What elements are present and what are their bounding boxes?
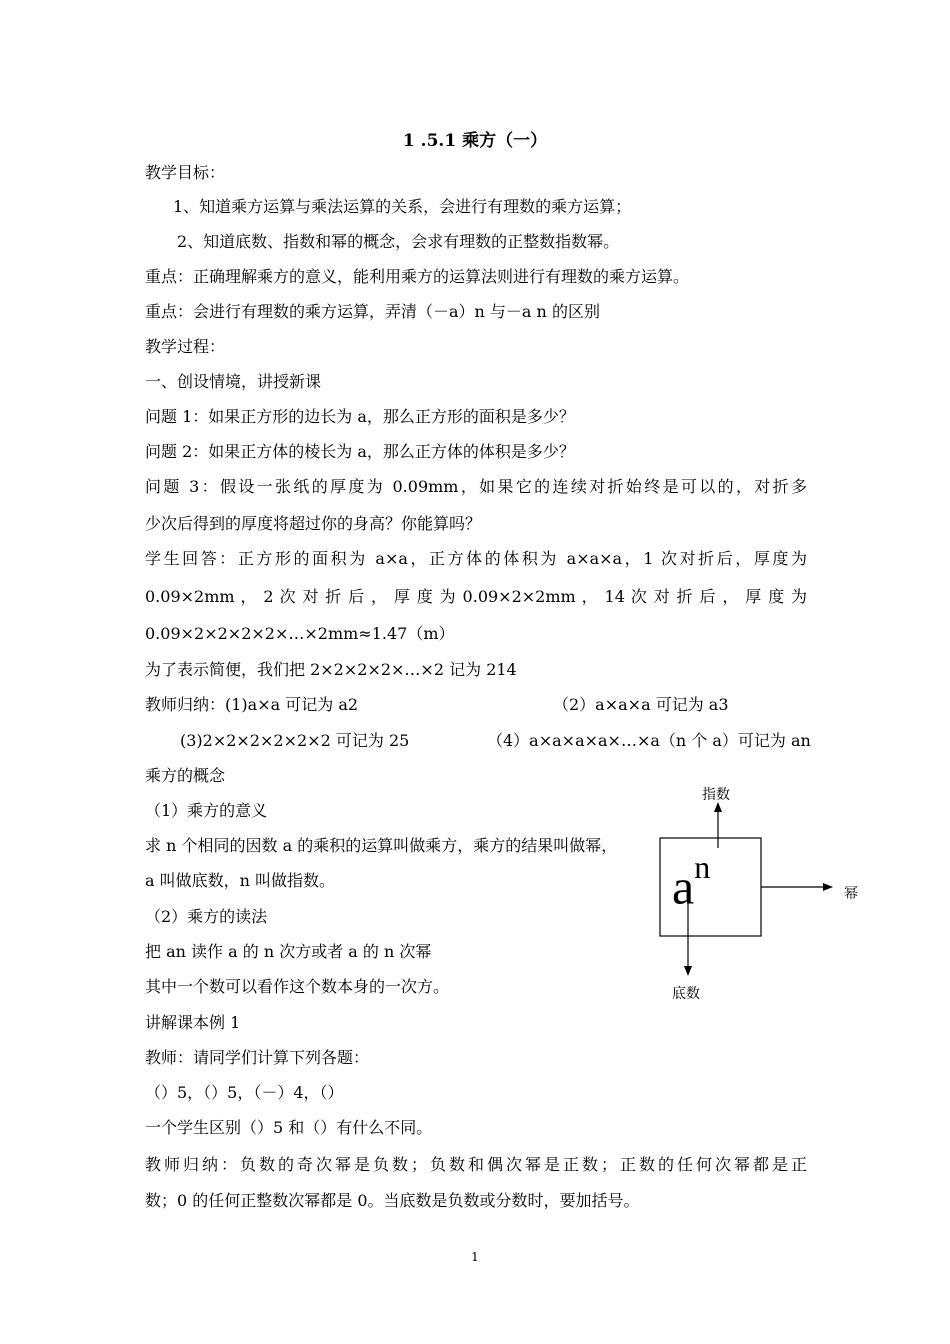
key-point-2: 重点：会进行有理数的乘方运算，弄清（－a）n 与－a n 的区别 bbox=[145, 302, 600, 321]
section-heading: 一、创设情境，讲授新课 bbox=[145, 372, 322, 391]
goal-2: 2、知道底数、指数和幂的概念，会求有理数的正整数指数幂。 bbox=[177, 232, 620, 251]
key-point-1: 重点：正确理解乘方的意义，能利用乘方的运算法则进行有理数的乘方运算。 bbox=[145, 267, 690, 286]
page-title: 1 .5.1 乘方（一） bbox=[402, 131, 548, 151]
goals-heading: 教学目标： bbox=[145, 163, 226, 182]
power-label: 幂 bbox=[844, 886, 858, 902]
meaning-line-2: a 叫做底数，n 叫做指数。 bbox=[145, 871, 336, 890]
reading-heading: （2）乘方的读法 bbox=[145, 907, 268, 926]
power-diagram bbox=[640, 780, 890, 1010]
teacher-prompt: 教师：请同学们计算下列各题： bbox=[145, 1048, 370, 1067]
summary-1: 教师归纳：(1)a×a 可记为 a2 bbox=[145, 695, 359, 714]
answer-line-3: 0.09×2×2×2×2×…×2mm≈1.47（m） bbox=[145, 624, 455, 643]
reading-line-2: 其中一个数可以看作这个数本身的一次方。 bbox=[145, 977, 450, 996]
conclusion-line-2: 数；0 的任何正整数次幂都是 0。当底数是负数或分数时，要加括号。 bbox=[145, 1191, 640, 1210]
exponent-label: 指数 bbox=[702, 787, 730, 803]
summary-4: （4）a×a×a×a×…×a（n 个 a）可记为 an bbox=[487, 731, 811, 750]
question-3-line-1: 问题 3：假设一张纸的厚度为 0.09mm，如果它的连续对折始终是可以的，对折多 bbox=[145, 477, 807, 496]
exercise-items: （）5，（）5，（－）4，（） bbox=[145, 1083, 344, 1102]
question-2: 问题 2：如果正方体的棱长为 a，那么正方体的体积是多少？ bbox=[145, 442, 575, 461]
question-3-line-2: 少次后得到的厚度将超过你的身高？你能算吗？ bbox=[145, 514, 482, 533]
process-heading: 教学过程： bbox=[145, 337, 226, 356]
answer-line-2: 0.09×2mm ， 2 次 对 折 后 ， 厚 度 为 0.09×2×2mm ， 14 次 对 折 后 ， 厚 度 为 bbox=[145, 587, 807, 606]
meaning-heading: （1）乘方的意义 bbox=[145, 801, 268, 820]
simplify-line: 为了表示简便，我们把 2×2×2×2×…×2 记为 214 bbox=[145, 660, 517, 679]
goal-1: 1、知道乘方运算与乘法运算的关系，会进行有理数的乘方运算； bbox=[173, 197, 632, 216]
conclusion-line-1: 教师归纳：负数的奇次幂是负数；负数和偶次幂是正数；正数的任何次幂都是正 bbox=[145, 1155, 807, 1174]
power-arrowhead bbox=[823, 883, 833, 891]
summary-3: (3)2×2×2×2×2×2 可记为 25 bbox=[180, 731, 410, 750]
concept-heading: 乘方的概念 bbox=[145, 766, 226, 785]
exponent-symbol: n bbox=[694, 849, 711, 885]
base-arrowhead bbox=[684, 966, 692, 976]
power-expression bbox=[672, 849, 711, 915]
base-label: 底数 bbox=[672, 986, 700, 1002]
question-1: 问题 1：如果正方形的边长为 a，那么正方形的面积是多少？ bbox=[145, 407, 575, 426]
student-question: 一个学生区别（）5 和（）有什么不同。 bbox=[145, 1118, 433, 1137]
page-number: 1 bbox=[471, 1250, 479, 1264]
reading-line-1: 把 an 读作 a 的 n 次方或者 a 的 n 次幂 bbox=[145, 942, 432, 961]
meaning-line-1: 求 n 个相同的因数 a 的乘积的运算叫做乘方，乘方的结果叫做幂， bbox=[145, 836, 618, 855]
answer-line-1: 学生回答：正方形的面积为 a×a，正方体的体积为 a×a×a，1 次对折后，厚度为 bbox=[145, 549, 807, 568]
base-symbol: a bbox=[672, 858, 695, 915]
summary-2: （2）a×a×a 可记为 a3 bbox=[553, 695, 729, 714]
example-heading: 讲解课本例 1 bbox=[145, 1013, 241, 1032]
